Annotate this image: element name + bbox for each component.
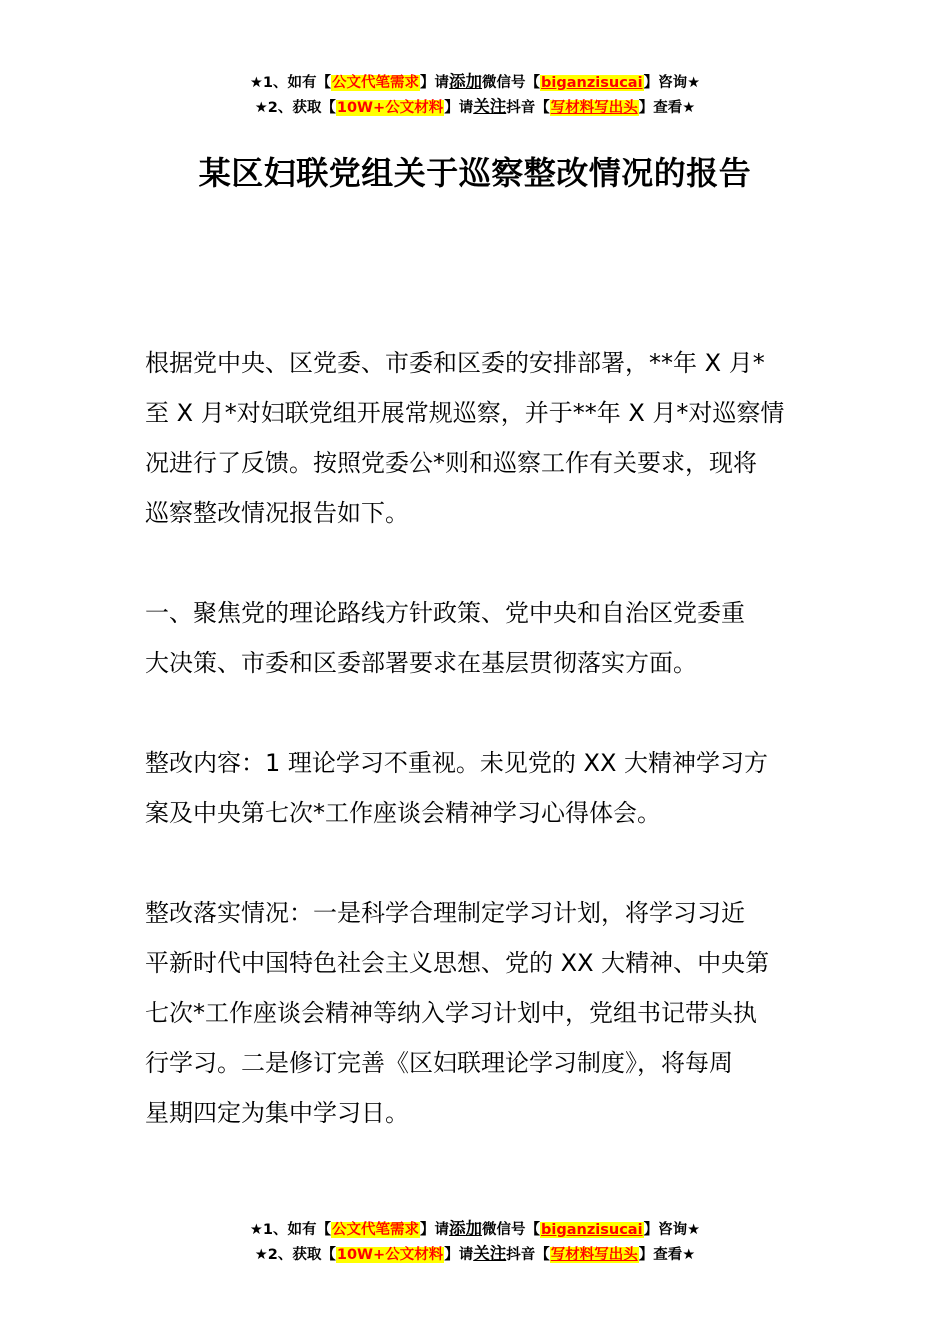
- promo-text: 微信号【: [482, 1222, 541, 1238]
- promo-line-1: [0, 1217, 950, 1242]
- promo-text: 】查看★: [638, 1247, 696, 1263]
- text-line: 行学习。二是修订完善《区妇联理论学习制度》，将每周: [145, 1049, 733, 1077]
- text-line: 根据党中央、区党委、市委和区委的安排部署，**年 X 月*: [145, 349, 765, 377]
- text-line: 整改内容：1 理论学习不重视。未见党的 XX 大精神学习方: [145, 749, 769, 777]
- wechat-id: biganzisucai: [541, 75, 643, 91]
- promo-highlight: 10W+公文材料: [336, 1247, 444, 1263]
- promo-emphasis: 关注: [473, 1244, 507, 1263]
- paragraph-rectification-content: [145, 738, 807, 838]
- document-title: 某区妇联党组关于巡察整改情况的报告: [198, 154, 752, 192]
- promo-highlight: 10W+公文材料: [336, 100, 444, 116]
- promo-highlight: 公文代笔需求: [332, 75, 420, 91]
- promo-line-1: [0, 70, 950, 95]
- promo-text: ★1、如有【: [249, 75, 332, 91]
- promo-text: 】咨询★: [643, 1222, 701, 1238]
- section-heading-1: [145, 588, 807, 688]
- promo-text: ★2、获取【: [254, 1247, 336, 1263]
- promo-emphasis: 添加: [449, 72, 483, 91]
- text-line: 大决策、市委和区委部署要求在基层贯彻落实方面。: [145, 649, 697, 677]
- wechat-id: biganzisucai: [541, 1222, 643, 1238]
- paragraph-intro: [145, 338, 807, 538]
- promo-text: 】查看★: [638, 100, 696, 116]
- text-line: 七次*工作座谈会精神等纳入学习计划中，党组书记带头执: [145, 999, 757, 1027]
- promo-highlight: 公文代笔需求: [332, 1222, 420, 1238]
- promo-banner-top: [0, 70, 950, 120]
- text-line: 星期四定为集中学习日。: [145, 1099, 409, 1127]
- document-body: [145, 338, 807, 1188]
- promo-text: 抖音【: [506, 100, 550, 116]
- promo-emphasis: 关注: [473, 97, 507, 116]
- promo-text: ★2、获取【: [254, 100, 336, 116]
- text-line: 平新时代中国特色社会主义思想、党的 XX 大精神、中央第: [145, 949, 770, 977]
- promo-text: 】请: [420, 75, 450, 91]
- promo-text: 】请: [444, 100, 474, 116]
- promo-text: 微信号【: [482, 75, 541, 91]
- text-line: 况进行了反馈。按照党委公*则和巡察工作有关要求，现将: [145, 449, 757, 477]
- text-line: 整改落实情况：一是科学合理制定学习计划，将学习习近: [145, 899, 745, 927]
- promo-text: 抖音【: [506, 1247, 550, 1263]
- text-line: 巡察整改情况报告如下。: [145, 499, 409, 527]
- douyin-account: 写材料写出头: [550, 100, 638, 116]
- promo-text: 】咨询★: [643, 75, 701, 91]
- promo-line-2: [0, 1242, 950, 1267]
- text-line: 至 X 月*对妇联党组开展常规巡察，并于**年 X 月*对巡察情: [145, 399, 785, 427]
- text-line: 案及中央第七次*工作座谈会精神学习心得体会。: [145, 799, 661, 827]
- douyin-account: 写材料写出头: [550, 1247, 638, 1263]
- promo-line-2: [0, 95, 950, 120]
- promo-text: 】请: [420, 1222, 450, 1238]
- promo-banner-bottom: [0, 1217, 950, 1267]
- paragraph-rectification-status: [145, 888, 807, 1138]
- promo-emphasis: 添加: [449, 1219, 483, 1238]
- text-line: 一、聚焦党的理论路线方针政策、党中央和自治区党委重: [145, 599, 745, 627]
- promo-text: 】请: [444, 1247, 474, 1263]
- promo-text: ★1、如有【: [249, 1222, 332, 1238]
